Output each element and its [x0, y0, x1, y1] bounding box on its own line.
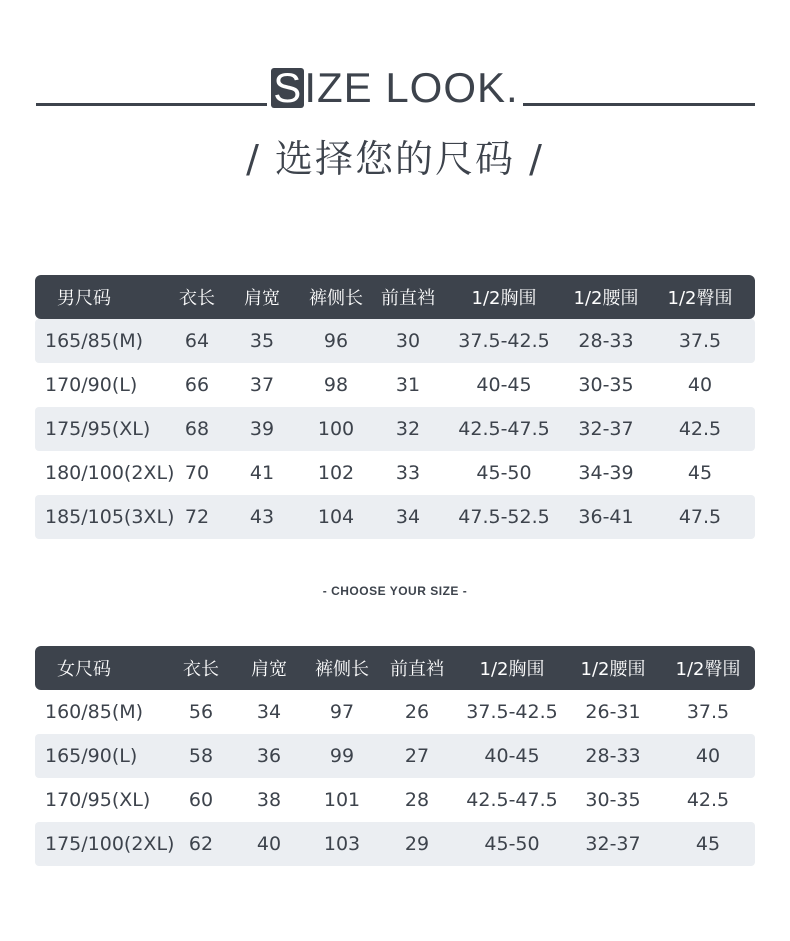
table-cell: 35: [227, 319, 297, 363]
table-row: [35, 822, 755, 866]
table-row: [35, 363, 755, 407]
table-cell: 42.5-47.5: [466, 789, 558, 811]
table-cell: 101: [323, 789, 361, 811]
table-cell: 28: [404, 789, 430, 811]
table-cell: 42.5: [645, 407, 755, 451]
table-row: [35, 778, 755, 822]
title-rest: IZE LOOK.: [304, 64, 519, 111]
table-cell: 97: [329, 701, 355, 723]
header-cell: 前直裆: [375, 275, 441, 319]
table-row: [35, 734, 755, 778]
header-cell: 裤侧长: [309, 646, 375, 690]
table-cell: 165/85(M): [35, 319, 167, 363]
table-cell: 34-39: [578, 462, 634, 484]
table-cell: 29: [375, 822, 459, 866]
table-cell: 40-45: [459, 734, 565, 778]
table-cell: 30: [375, 319, 441, 363]
table-cell: 185/105(3XL): [35, 495, 167, 539]
header-cell: 女尺码: [35, 646, 173, 690]
table-row: [35, 319, 755, 363]
header-cell: 1/2胸围: [441, 275, 567, 319]
choose-size-label: - CHOOSE YOUR SIZE -: [322, 584, 468, 598]
table-cell: 37.5: [645, 319, 755, 363]
table-cell: 37.5-42.5: [466, 701, 558, 723]
header-cell: 1/2臀围: [661, 646, 755, 690]
header-cell: 衣长: [167, 275, 227, 319]
table-cell: 32-37: [565, 822, 661, 866]
table-cell: 36-41: [567, 495, 645, 539]
table-cell: 40: [687, 374, 713, 396]
table-cell: 27: [375, 734, 459, 778]
table-cell: 170/95(XL): [45, 789, 151, 811]
table-cell: 40-45: [476, 374, 532, 396]
table-cell: 34: [375, 495, 441, 539]
table-cell: 28-33: [567, 319, 645, 363]
header-cell: 1/2腰围: [565, 646, 661, 690]
table-row: [35, 451, 755, 495]
header-cell: 1/2腰围: [567, 275, 645, 319]
page-subtitle: / 选择您的尺码 /: [246, 137, 544, 181]
header-cell: 男尺码: [35, 275, 167, 319]
table-cell: 31: [395, 374, 421, 396]
table-cell: 47.5: [645, 495, 755, 539]
table-cell: 36: [229, 734, 309, 778]
table-cell: 45: [661, 822, 755, 866]
header-cell: 1/2胸围: [459, 646, 565, 690]
table-header-row: [35, 646, 755, 690]
table-cell: 37.5-42.5: [441, 319, 567, 363]
header-cell: 肩宽: [227, 275, 297, 319]
title-initial-box: S: [273, 64, 303, 111]
table-cell: 30-35: [585, 789, 641, 811]
table-cell: 28-33: [565, 734, 661, 778]
table-cell: 66: [184, 374, 210, 396]
table-cell: 60: [188, 789, 214, 811]
table-cell: 45-50: [476, 462, 532, 484]
table-cell: 62: [173, 822, 229, 866]
table-cell: 175/95(XL): [35, 407, 167, 451]
table-cell: 58: [173, 734, 229, 778]
table-cell: 42.5: [686, 789, 730, 811]
table-cell: 70: [184, 462, 210, 484]
table-cell: 104: [297, 495, 375, 539]
header-cell: 前直裆: [375, 646, 459, 690]
table-cell: 64: [167, 319, 227, 363]
table-cell: 34: [256, 701, 282, 723]
table-cell: 38: [256, 789, 282, 811]
table-cell: 26-31: [585, 701, 641, 723]
table-header-row: [35, 275, 755, 319]
page-title: [0, 64, 790, 112]
table-cell: 33: [395, 462, 421, 484]
table-row: [35, 407, 755, 451]
table-cell: 102: [317, 462, 355, 484]
header-cell: 裤侧长: [297, 275, 375, 319]
table-cell: 165/90(L): [35, 734, 173, 778]
table-cell: 180/100(2XL): [45, 462, 175, 484]
table-cell: 42.5-47.5: [441, 407, 567, 451]
table-row: [35, 690, 755, 734]
header-cell: 1/2臀围: [645, 275, 755, 319]
table-cell: 40: [661, 734, 755, 778]
table-cell: 160/85(M): [45, 701, 144, 723]
title-banner: [0, 60, 790, 120]
table-cell: 47.5-52.5: [441, 495, 567, 539]
table-row: [35, 495, 755, 539]
women-size-table: [35, 646, 755, 866]
table-cell: 56: [188, 701, 214, 723]
table-cell: 37: [249, 374, 275, 396]
table-cell: 45-50: [459, 822, 565, 866]
table-cell: 32-37: [567, 407, 645, 451]
header-cell: 肩宽: [229, 646, 309, 690]
header-cell: 衣长: [173, 646, 229, 690]
table-cell: 68: [167, 407, 227, 451]
table-cell: 30-35: [578, 374, 634, 396]
table-cell: 103: [309, 822, 375, 866]
table-cell: 99: [309, 734, 375, 778]
table-cell: 37.5: [686, 701, 730, 723]
table-cell: 43: [227, 495, 297, 539]
table-cell: 100: [297, 407, 375, 451]
table-cell: 39: [227, 407, 297, 451]
table-cell: 26: [404, 701, 430, 723]
table-cell: 72: [167, 495, 227, 539]
table-cell: 32: [375, 407, 441, 451]
table-cell: 96: [297, 319, 375, 363]
table-cell: 98: [323, 374, 349, 396]
table-cell: 41: [249, 462, 275, 484]
men-size-table: [35, 275, 755, 539]
table-cell: 170/90(L): [45, 374, 138, 396]
table-cell: 45: [687, 462, 713, 484]
table-cell: 40: [229, 822, 309, 866]
table-cell: 175/100(2XL): [35, 822, 173, 866]
